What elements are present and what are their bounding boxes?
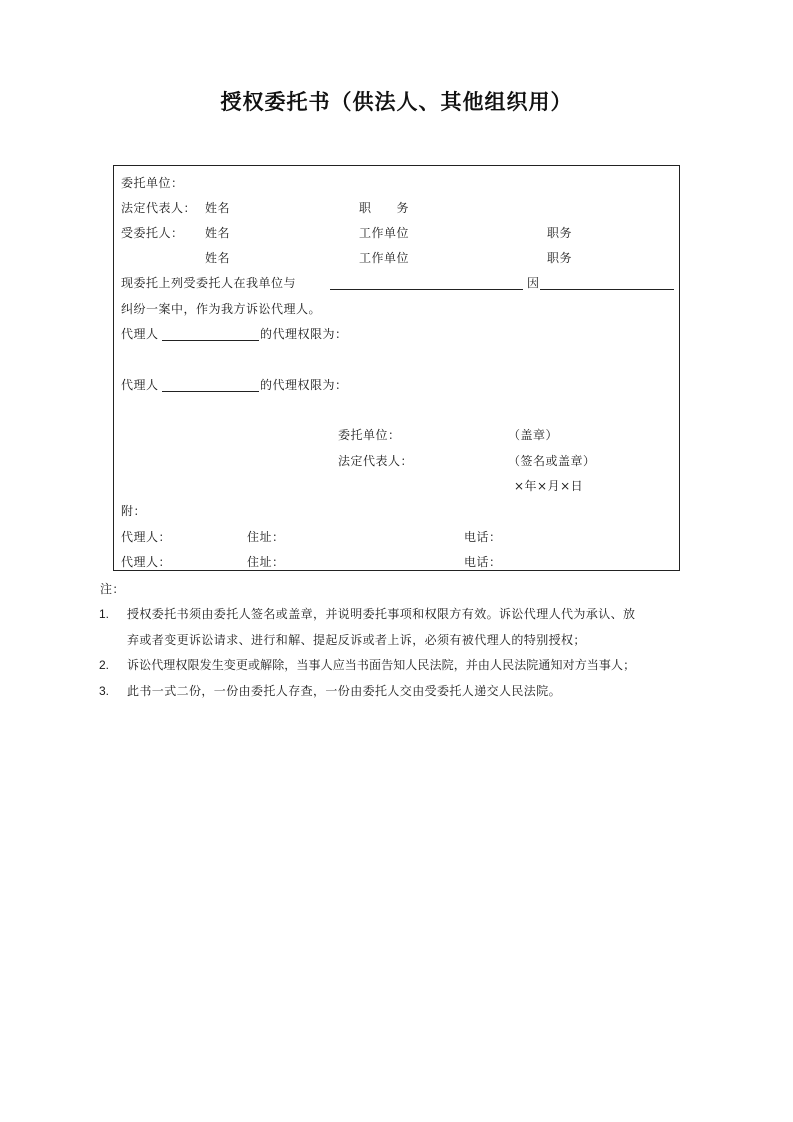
agent1-workplace-label: 工作单位 [359, 226, 410, 240]
agent-authority-2-prefix: 代理人 [121, 378, 159, 392]
notes-heading: 注： [100, 582, 125, 596]
agent1-position-label: 职务 [547, 226, 573, 240]
sign-principal-label: 委托单位： [338, 428, 401, 442]
sign-date: ×年×月×日 [514, 479, 584, 493]
legal-rep-label: 法定代表人： [121, 201, 197, 215]
contact-row-2-address: 住址： [247, 555, 285, 569]
note-1-line2: 弃或者变更诉讼请求、进行和解、提起反诉或者上诉，必须有被代理人的特别授权； [127, 633, 586, 647]
entrust-text-part1: 现委托上列受委托人在我单位与 [121, 276, 297, 290]
agent-authority-2-suffix: 的代理权限为： [260, 378, 348, 392]
sign-legal-rep-note: （签名或盖章） [508, 454, 596, 468]
agent2-workplace-label: 工作单位 [359, 251, 410, 265]
sign-legal-rep-label: 法定代表人： [338, 454, 414, 468]
legal-rep-position-label: 职 务 [359, 201, 410, 215]
dispute-cause-blank[interactable] [540, 289, 674, 290]
authorization-form-box [113, 165, 680, 571]
contact-row-1-address: 住址： [247, 530, 285, 544]
sign-principal-note: （盖章） [508, 428, 559, 442]
entrust-text-part2: 因 [527, 276, 540, 290]
note-2-line1: 诉讼代理权限发生变更或解除，当事人应当书面告知人民法院，并由人民法院通知对方当事人； [127, 658, 636, 672]
contact-row-1-phone: 电话： [464, 530, 502, 544]
agent1-name-label: 姓名 [205, 226, 231, 240]
note-2-number: 2. [99, 658, 110, 672]
note-1-line1: 授权委托书须由委托人签名或盖章，并说明委托事项和权限方有效。诉讼代理人代为承认、放 [127, 607, 636, 621]
note-1-number: 1. [99, 607, 110, 621]
document-title: 授权委托书（供法人、其他组织用） [220, 90, 573, 114]
attachment-label: 附： [121, 504, 147, 518]
opposing-party-blank[interactable] [330, 289, 523, 290]
entrust-text-line2: 纠纷一案中，作为我方诉讼代理人。 [121, 302, 322, 316]
legal-rep-name-label: 姓名 [205, 201, 231, 215]
note-3-line1: 此书一式二份，一份由委托人存查，一份由委托人交由受委托人递交人民法院。 [127, 684, 562, 698]
agent-authority-1-suffix: 的代理权限为： [260, 327, 348, 341]
agent-authority-1-prefix: 代理人 [121, 327, 159, 341]
agent-label: 受委托人： [121, 226, 184, 240]
contact-row-2-phone: 电话： [464, 555, 502, 569]
principal-unit-label: 委托单位： [121, 176, 184, 190]
note-3-number: 3. [99, 684, 110, 698]
agent-authority-2-blank[interactable] [162, 391, 259, 392]
contact-row-2-agent: 代理人： [121, 555, 172, 569]
agent-authority-1-blank[interactable] [162, 340, 259, 341]
agent2-position-label: 职务 [547, 251, 573, 265]
agent2-name-label: 姓名 [205, 251, 231, 265]
contact-row-1-agent: 代理人： [121, 530, 172, 544]
